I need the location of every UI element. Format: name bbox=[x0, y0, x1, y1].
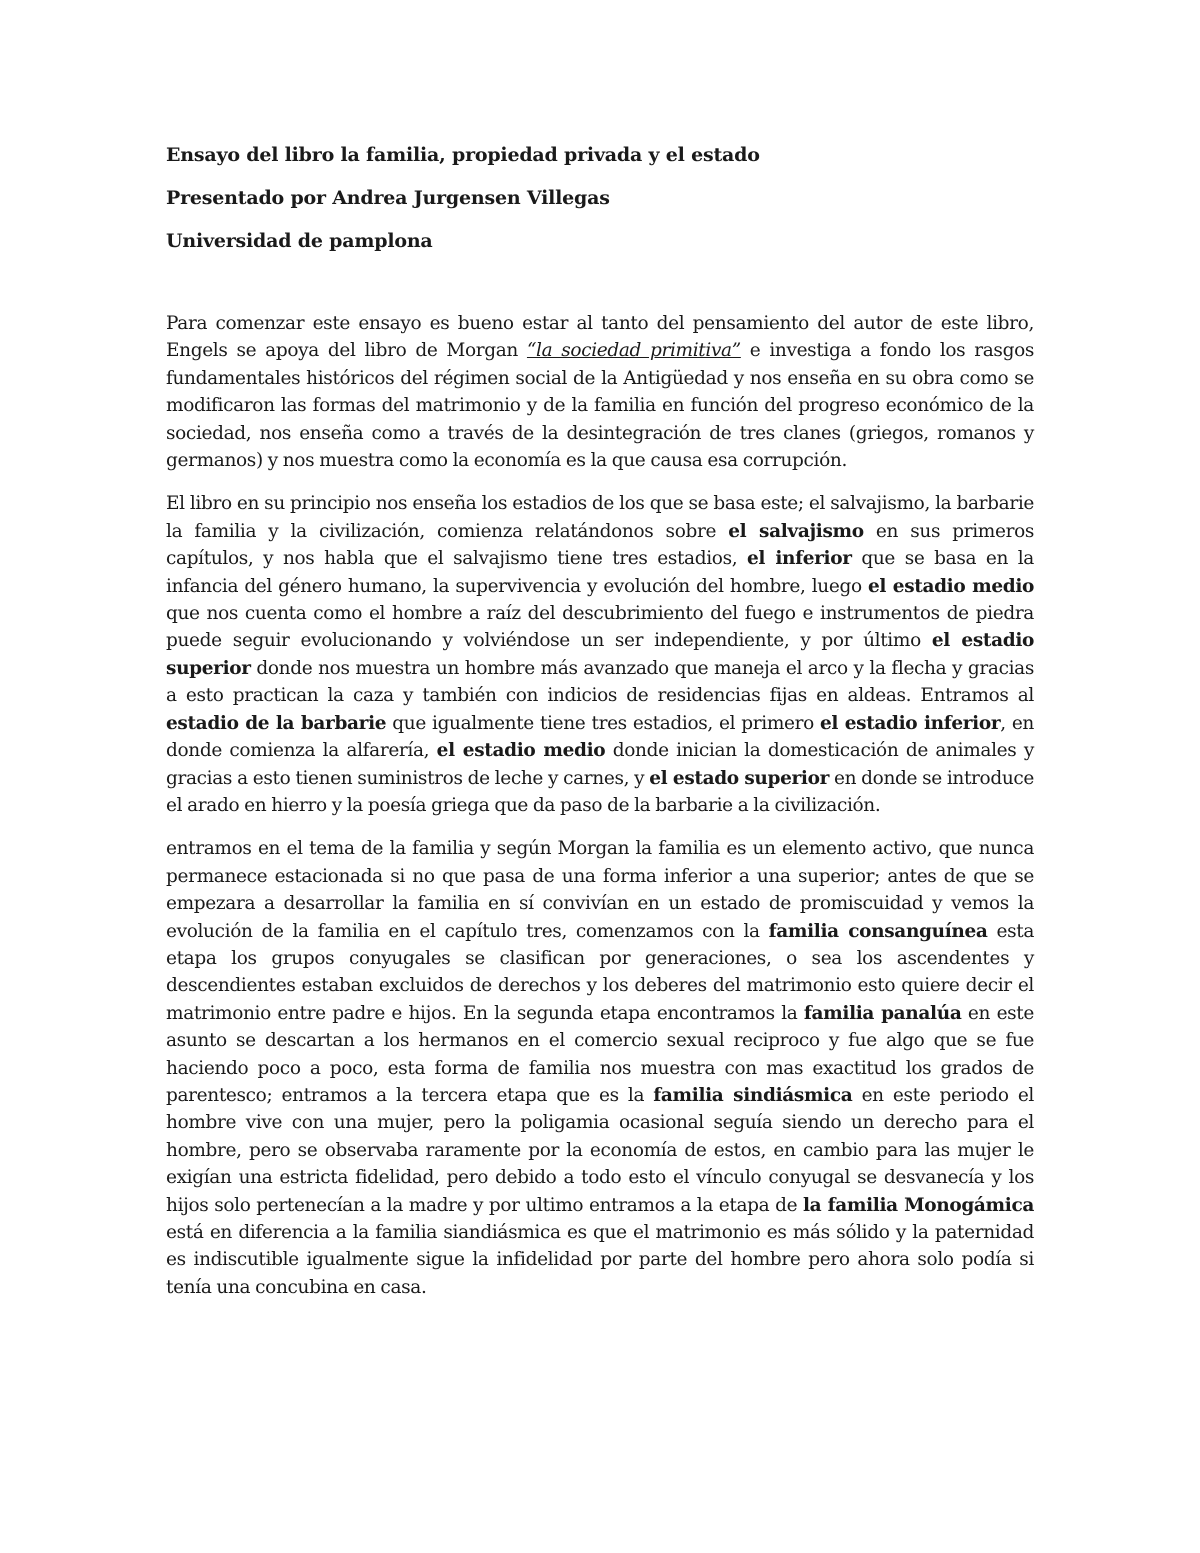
document-header bbox=[166, 140, 1036, 269]
text-span: en sus primeros capítulos, y nos habla que el salvajismo tiene tres estadios, bbox=[166, 520, 1035, 570]
bold-term: familia consanguínea bbox=[768, 920, 988, 942]
text-span: en donde se introduce el arado en hierro y la poesía griega que da paso de la barbarie a la civilización. bbox=[166, 767, 1035, 816]
bold-term: el estadio superior bbox=[166, 630, 1034, 679]
text-span: donde inician la domesticación de animales y gracias a esto tienen suministros de leche y carnes, y bbox=[166, 740, 1034, 789]
bold-term: familia panalúa bbox=[803, 1002, 962, 1024]
text-span: donde nos muestra un hombre más avanzado que maneja el arco y la flecha y gracias a esto practican la caza y también con indicios de residencias fijas en aldeas. Entramos al bbox=[166, 657, 1034, 707]
bold-term: el salvajismo bbox=[728, 520, 864, 542]
text-span: que igualmente tiene tres estadios, el primero bbox=[386, 712, 820, 734]
paragraph-stages bbox=[166, 490, 1034, 819]
text-span: está en diferencia a la familia siandiásmica es que el matrimonio es más sólido y la paternidad es indiscutible igualmente sigue la infidelidad por parte del hombre pero ahora solo podía si tenía una concubina en casa. bbox=[166, 1222, 1034, 1298]
university-line: Universidad de pamplona bbox=[166, 230, 433, 252]
text-span: El libro en su principio nos enseña los estadios de los que se basa este; el salvajismo, la barbarie la familia y la civilización, comienza relatándonos sobre bbox=[166, 493, 1034, 542]
text-span: entramos en el tema de la familia y según Morgan la familia es un elemento activo, que nunca permanece estacionada si no que pasa de una forma inferior a una superior; antes de que se empezara a desarrollar la familia en sí convivían en un estado de promiscuidad y vemos la evolución de la familia en el capítulo tres, comenzamos con la bbox=[166, 838, 1034, 942]
text-span: en este periodo el hombre vive con una mujer, pero la poligamia ocasional seguía siendo un derecho para el hombre, pero se observaba raramente por la economía de estos, en cambio para las mujer le exigían una estricta fidelidad, pero debido a todo esto el vínculo conyugal se desvanecía y los hijos solo pertenecían a la madre y por ultimo entramos a la etapa de bbox=[166, 1084, 1034, 1216]
text-span: e investiga a fondo los rasgos fundamentales históricos del régimen social de la Antigüedad y nos enseña en su obra como se modificaron las formas del matrimonio y de la familia en función del progreso económico de la sociedad, nos enseña como a través de la desintegración de tres clanes (griegos, romanos y germanos) y nos muestra como la economía es la que causa esa corrupción. bbox=[166, 340, 1035, 472]
text-span: , en donde comienza la alfarería, bbox=[166, 712, 1034, 762]
text-span: esta etapa los grupos conyugales se clasifican por generaciones, o sea los ascendentes y descendientes estaban excluidos de derechos y los deberes del matrimonio esto quiere decir el matrimonio entre padre e hijos. En la segunda etapa encontramos la bbox=[166, 920, 1035, 1024]
essay-body bbox=[166, 310, 1034, 1317]
bold-term: el estado superior bbox=[649, 767, 829, 789]
essay-title: Ensayo del libro la familia, propiedad privada y el estado bbox=[166, 144, 760, 166]
book-title-reference: “la sociedad primitiva” bbox=[526, 340, 741, 362]
paragraph-intro bbox=[166, 310, 1034, 474]
bold-term: familia sindiásmica bbox=[653, 1084, 853, 1106]
text-span: Para comenzar este ensayo es bueno estar al tanto del pensamiento del autor de este libro, Engels se apoya del libro de Morgan bbox=[166, 313, 1034, 362]
bold-term: el estadio medio bbox=[867, 575, 1034, 597]
text-span: en este asunto se descartan a los hermanos en el comercio sexual reciproco y fue algo que se fue haciendo poco a poco, esta forma de familia nos muestra con mas exactitud los grados de parentesco; entramos a la tercera etapa que es la bbox=[166, 1002, 1034, 1106]
bold-term: la familia Monogámica bbox=[802, 1194, 1034, 1216]
text-span: que nos cuenta como el hombre a raíz del descubrimiento del fuego e instrumentos de piedra puede seguir evolucionando y volviéndose un ser independiente, y por último bbox=[166, 603, 1034, 652]
bold-term: el estadio medio bbox=[436, 740, 606, 762]
bold-term: el estadio inferior bbox=[819, 712, 1001, 734]
text-span: que se basa en la infancia del género humano, la supervivencia y evolución del hombre, luego bbox=[166, 548, 1034, 597]
bold-term: estadio de la barbarie bbox=[166, 712, 387, 734]
bold-term: el inferior bbox=[746, 548, 852, 570]
author-line: Presentado por Andrea Jurgensen Villegas bbox=[166, 187, 610, 209]
paragraph-family bbox=[166, 835, 1034, 1301]
